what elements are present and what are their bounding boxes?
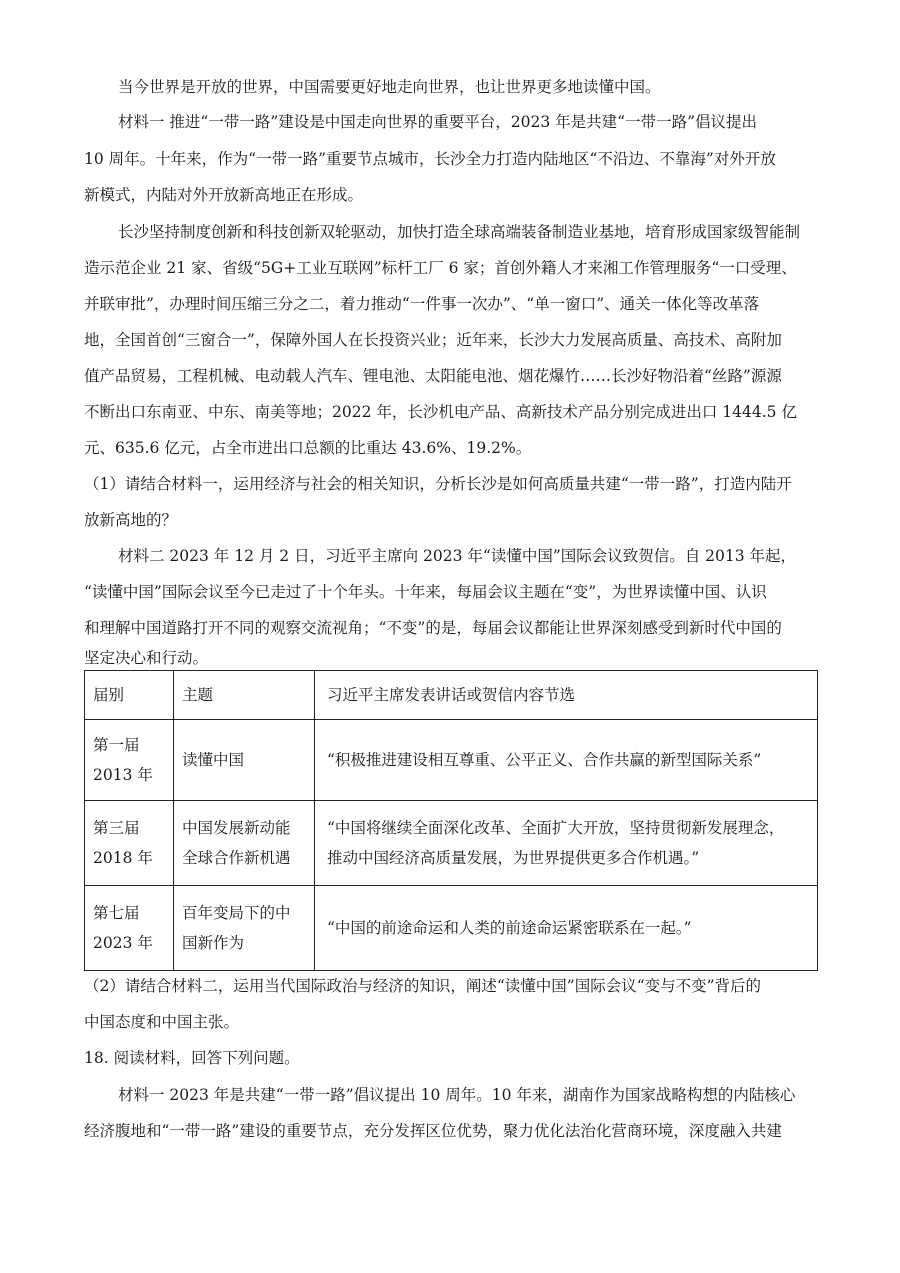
intro-paragraph: 当今世界是开放的世界，中国需要更好地走向世界，也让世界更多地读懂中国。 <box>118 78 661 96</box>
session-cell: 第七届 2023 年 <box>85 886 174 971</box>
question-one: 放新高地的？ <box>84 511 178 529</box>
material-one-line: 元、635.6 亿元，占全市进出口总额的比重达 43.6%、19.2%。 <box>84 439 532 457</box>
material-one-line: 10 周年。十年来，作为“一带一路”重要节点城市，长沙全力打造内陆地区“不沿边、不靠海”对外开放 <box>84 150 776 168</box>
material-one-line: 造示范企业 21 家、省级“5G+工业互联网”标杆工厂 6 家；首创外籍人才来湘工作管理服务“一口受理、 <box>84 259 797 277</box>
material-two-line: 材料二 2023 年 12 月 2 日，习近平主席向 2023 年“读懂中国”国际会议致贺信。自 2013 年起， <box>118 547 797 565</box>
theme-cell: 中国发展新动能 全球合作新机遇 <box>174 801 315 886</box>
material-two-line: “读懂中国”国际会议至今已走过了十个年头。十年来，每届会议主题在“变”，为世界读懂中国、认识 <box>84 583 767 601</box>
material-one-line: 新模式，内陆对外开放新高地正在形成。 <box>84 186 364 204</box>
table-header-row <box>85 671 818 720</box>
session-cell: 第一届 2013 年 <box>85 720 174 801</box>
quote-cell: “积极推进建设相互尊重、公平正义、合作共赢的新型国际关系” <box>315 720 818 801</box>
material-one-line: 长沙坚持制度创新和科技创新双轮驱动，加快打造全球高端装备制造业基地，培育形成国家级智能制 <box>118 223 801 241</box>
material-two-line: 坚定决心和行动。 <box>84 649 209 667</box>
question-two: 中国态度和中国主张。 <box>84 1013 240 1031</box>
material-one-line: 地，全国首创“三窗合一”，保障外国人在长投资兴业；近年来，长沙大力发展高质量、高技术、高附加 <box>84 331 782 349</box>
header-cell: 届别 <box>85 671 174 720</box>
q18-material-one-line: 经济腹地和“一带一路”建设的重要节点，充分发挥区位优势，聚力优化法治化营商环境，深度融入共建 <box>84 1122 782 1140</box>
question-two: （2）请结合材料二，运用当代国际政治与经济的知识，阐述“读懂中国”国际会议“变与不变”背后的 <box>84 977 762 995</box>
material-two-line: 和理解中国道路打开不同的观察交流视角；“不变”的是，每届会议都能让世界深刻感受到新时代中国的 <box>84 619 782 637</box>
theme-cell: 百年变局下的中 国新作为 <box>174 886 315 971</box>
table-row <box>85 886 818 971</box>
question-18-title: 18. 阅读材料，回答下列问题。 <box>84 1049 300 1067</box>
question-one: （1）请结合材料一，运用经济与社会的相关知识，分析长沙是如何高质量共建“一带一路”，打造内陆开 <box>84 475 792 493</box>
material-one-line: 材料一 推进“一带一路”建设是中国走向世界的重要平台，2023 年是共建“一带一路”倡议提出 <box>118 113 757 131</box>
session-cell: 第三届 2018 年 <box>85 801 174 886</box>
quote-cell: “中国的前途命运和人类的前途命运紧密联系在一起。” <box>315 886 818 971</box>
material-one-line: 不断出口东南亚、中东、南美等地；2022 年，长沙机电产品、高新技术产品分别完成进出口 1444.5 亿 <box>84 403 797 421</box>
conference-table <box>84 670 818 971</box>
theme-cell: 读懂中国 <box>174 720 315 801</box>
q18-material-one-line: 材料一 2023 年是共建“一带一路”倡议提出 10 周年。10 年来，湖南作为国家战略构想的内陆核心 <box>118 1086 796 1104</box>
quote-cell: “中国将继续全面深化改革、全面扩大开放，坚持贯彻新发展理念， 推动中国经济高质量发展，为世界提供更多合作机遇。” <box>315 801 818 886</box>
material-one-line: 值产品贸易，工程机械、电动载人汽车、锂电池、太阳能电池、烟花爆竹……长沙好物沿着“丝路”源源 <box>84 367 782 385</box>
table-row <box>85 720 818 801</box>
material-one-line: 并联审批”，办理时间压缩三分之二，着力推动“一件事一次办”、“单一窗口”、通关一体化等改革落 <box>84 295 760 313</box>
header-cell: 习近平主席发表讲话或贺信内容节选 <box>315 671 818 720</box>
header-cell: 主题 <box>174 671 315 720</box>
table-row <box>85 801 818 886</box>
